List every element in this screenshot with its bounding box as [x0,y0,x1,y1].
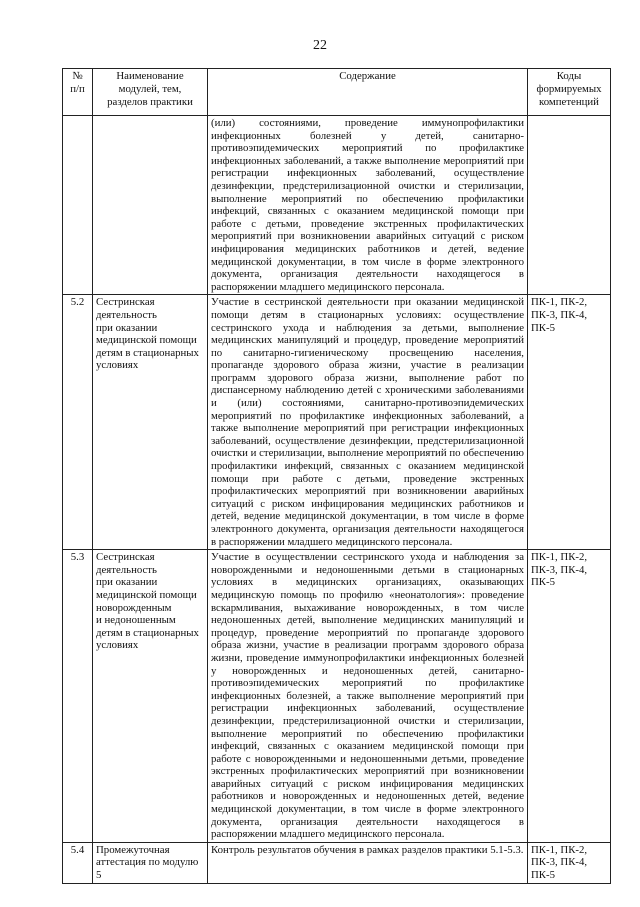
curriculum-table [62,68,611,884]
row-number: 5.2 [63,295,93,550]
row-number: 5.3 [63,550,93,843]
table-header-row [63,69,611,116]
row-module-name: Сестринская деятельность при оказании медицинской помощи детям в стационарных условиях [93,295,208,550]
row-module-name: Промежуточная аттестация по модулю 5 [93,842,208,883]
header-module-name: Наименование модулей, тем, разделов практики [93,69,208,116]
header-content: Содержание [208,69,528,116]
row-content: Участие в осуществлении сестринского ухода и наблюдения за новорожденными и недоношенными детьми в стационарных условиях в медицинских организациях, оказывающих медицинскую помощь по профилю «неонатология»: проведение вскармливания, выхаживание новорожденных, в том числе недоношенных детей, выполнение медицинских манипуляций и процедур, проведение мероприятий по пропаганде здорового образа жизни, участие в реализации программ здорового образа жизни, проведение иммунопрофилактики инфекционных болезней у новорожденных и недоношенных детей, санитарно-противоэпидемических мероприятий по профилактике инфекционных болезней, а также выполнение мероприятий при регистрации инфекционных заболеваний, осуществление дезинфекции, предстерилизационной очистки и стерилизации, выполнение мероприятий по обеспечению профилактики инфекций, связанных с оказанием медицинской помощи при работе с новорожденными и недоношенными детьми, проведение экстренных профилактических мероприятий при возникновении аварийных ситуаций с риском инфицирования медицинских работников и новорожденных и недоношенных детей, ведение медицинской документации, в том числе в форме электронного документа, организация деятельности находящегося в распоряжении младшего медицинского персонала. [208,550,528,843]
row-number: 5.4 [63,842,93,883]
row-competency-codes [528,116,611,295]
row-content: Участие в сестринской деятельности при оказании медицинской помощи детям в стационарных условиях: осуществление сестринского ухода и наблюдения за детьми, выполнение медицинских манипуляций и процедур, проведение мероприятий по санитарно-гигиеническому просвещению населения, пропаганде здорового образа жизни, участие в реализации программ здорового образа жизни, выполнение работ по диспансерному наблюдению детей с хроническими заболеваниями и (или) состояниями, санитарно-противоэпидемических мероприятий по профилактике инфекционных заболеваний, а также выполнение мероприятий при регистрации инфекционных заболеваний, осуществление дезинфекции, предстерилизационной очистки и стерилизации, выполнение мероприятий по обеспечению профилактики инфекций, связанных с оказанием медицинской помощи при работе с детьми, проведение экстренных профилактических мероприятий при возникновении аварийных ситуаций с риском инфицирования медицинских работников и детей, ведение медицинской документации, в том числе в форме электронного документа, организация деятельности находящегося в распоряжении младшего медицинского персонала. [208,295,528,550]
header-number: № п/п [63,69,93,116]
table-row [63,842,611,883]
table-row [63,295,611,550]
row-number [63,116,93,295]
row-competency-codes: ПК-1, ПК-2, ПК-3, ПК-4, ПК-5 [528,550,611,843]
row-competency-codes: ПК-1, ПК-2, ПК-3, ПК-4, ПК-5 [528,295,611,550]
row-competency-codes: ПК-1, ПК-2, ПК-3, ПК-4, ПК-5 [528,842,611,883]
table-row [63,116,611,295]
row-content: Контроль результатов обучения в рамках разделов практики 5.1-5.3. [208,842,528,883]
table-row [63,550,611,843]
row-content: (или) состояниями, проведение иммунопрофилактики инфекционных болезней у детей, санитарно-противоэпидемических мероприятий по профилактике инфекционных заболеваний, а также выполнение мероприятий при регистрации инфекционных заболеваний, осуществление дезинфекции, предстерилизационной очистки и стерилизации, выполнение мероприятий по обеспечению профилактики инфекций, связанных с оказанием медицинской помощи при работе с детьми, проведение экстренных профилактических мероприятий при возникновении аварийных ситуаций с риском инфицирования медицинских работников и детей, ведение медицинской документации, в том числе в форме электронного документа, организация деятельности находящегося в распоряжении младшего медицинского персонала. [208,116,528,295]
row-module-name [93,116,208,295]
row-module-name: Сестринская деятельность при оказании медицинской помощи новорожденным и недоношенным детям в стационарных условиях [93,550,208,843]
header-competency-codes: Коды формируемых компетенций [528,69,611,116]
page-number: 22 [313,38,327,53]
